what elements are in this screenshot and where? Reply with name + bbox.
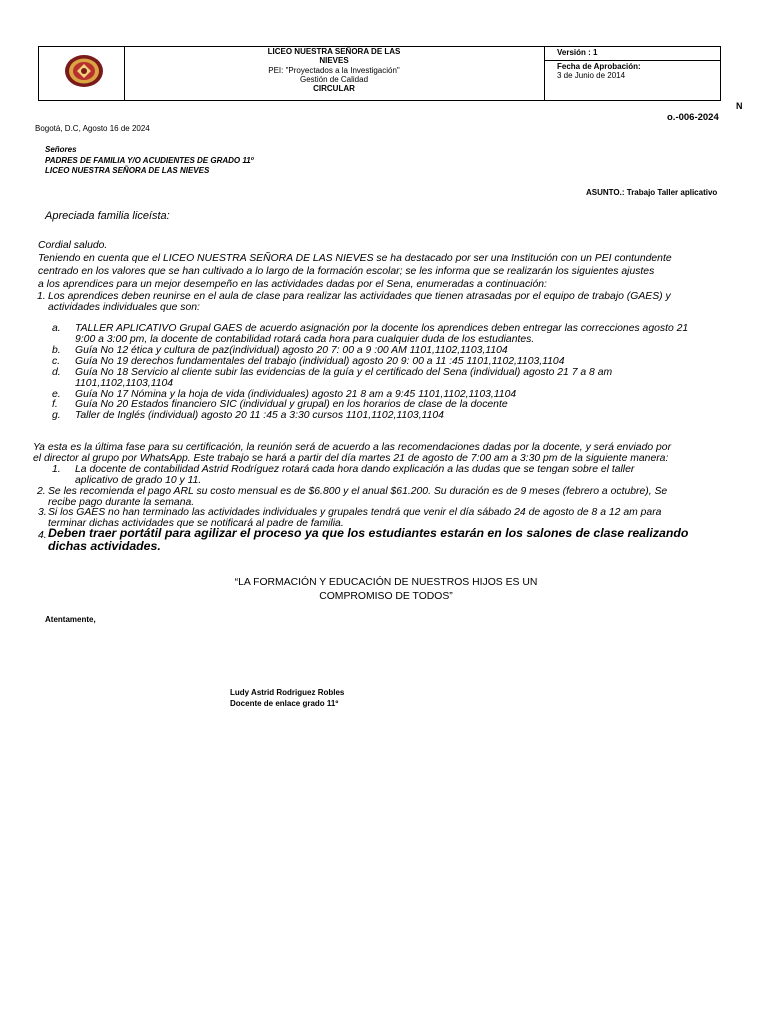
activity-item: Guía No 17 Nómina y la hoja de vida (individuales) agosto 21 8 am a 9:45 1101,1102,1103,1104 xyxy=(75,389,517,400)
circular-number: o.-006-2024 xyxy=(667,112,719,123)
subject-line: ASUNTO.: Trabajo Taller aplicativo xyxy=(586,188,718,197)
list-item-line1: La docente de contabilidad Astrid Rodríguez rotará cada hora dando explicación a las dudas que se tengan sobre el taller xyxy=(75,464,635,475)
closing: Atentamente, xyxy=(45,615,96,624)
school-logo xyxy=(64,51,104,91)
date-line: Bogotá, D.C, Agosto 16 de 2024 xyxy=(35,124,150,133)
motto xyxy=(186,576,586,604)
salutation: Apreciada familia liceísta: xyxy=(45,210,170,222)
activity-line1: Guía No 18 Servicio al cliente subir las evidencias de la guía y el certificado del Sena (individual) agosto 21 7 a 8 am xyxy=(75,367,613,378)
activity-item: Guía No 12 ética y cultura de paz(individual) agosto 20 7: 00 a 9 :00 AM 1101,1102,1103,1104 xyxy=(75,345,508,356)
final-phase-line2: el director al grupo por WhatsApp. Este trabajo se hará a partir del día martes 21 de agosto de 7:00 am a 3:30 pm de la siguiente manera: xyxy=(33,453,669,464)
activity-line2: 9:00 a 3:00 pm, la docente de contabilidad rotará cada hora para cualquier duda de los estudiantes. xyxy=(75,334,535,345)
greeting: Cordial saludo. xyxy=(38,240,108,251)
list-item xyxy=(48,291,736,313)
intro-paragraph xyxy=(38,252,738,291)
intro-line2: centrado en los valores que se han cultivado a lo largo de la formación escolar; se les informa que se realizarán los siguientes ajustes xyxy=(38,266,655,277)
activity-item: Guía No 20 Estados financiero SIC (individual y grupal) en los horarios de clase de la docente xyxy=(75,399,508,410)
activity-marker: g. xyxy=(52,410,61,421)
recipients-line1: Señores xyxy=(45,145,77,154)
recipients-line3: LICEO NUESTRA SEÑORA DE LAS NIEVES xyxy=(45,166,210,175)
quality-line: Gestión de Calidad xyxy=(299,75,369,84)
list-item-line2: terminar dichas actividades que se notificará al padre de familia. xyxy=(48,518,344,529)
motto-line2: COMPROMISO DE TODOS” xyxy=(319,591,453,602)
version-separator xyxy=(544,60,720,61)
list-item xyxy=(75,464,735,486)
list-item-marker: 1. xyxy=(37,291,46,302)
list-item-emphasis xyxy=(48,527,738,553)
school-name-line1: LICEO NUESTRA SEÑORA DE LAS xyxy=(267,47,401,56)
document-type: CIRCULAR xyxy=(313,84,355,93)
school-info-cell xyxy=(124,47,545,100)
list-item-marker: 2. xyxy=(37,486,46,497)
approval-date: 3 de Junio de 2014 xyxy=(557,71,626,80)
approval-label: Fecha de Aprobación: xyxy=(557,62,641,71)
final-phase-line1: Ya esta es la última fase para su certificación, la reunión será de acuerdo a las recomendaciones dadas por la docente, y será enviado por xyxy=(33,442,672,453)
list-item-line2: actividades individuales que son: xyxy=(48,302,200,313)
activity-marker: a. xyxy=(52,323,61,334)
signature-name: Ludy Astrid Rodriguez Robles xyxy=(230,688,345,697)
activity-marker: f. xyxy=(52,399,58,410)
version-cell xyxy=(544,47,720,100)
list-item-marker: 3. xyxy=(38,507,47,518)
list-item-line1: Deben traer portátil para agilizar el proceso ya que los estudiantes estarán en los salones de clase realizando xyxy=(48,526,689,540)
activity-line2: 1101,1102,1103,1104 xyxy=(75,378,174,389)
list-item-line1: Se les recomienda el pago ARL su costo mensual es de $6.800 y el anual $61.200. Su duración es de 9 meses (febrero a octubre), Se xyxy=(48,486,668,497)
list-item xyxy=(48,486,736,508)
activity-item xyxy=(75,323,737,345)
recipients-line2: PADRES DE FAMILIA Y/O ACUDIENTES DE GRADO 11º xyxy=(45,155,254,165)
list-item-line2: aplicativo de grado 10 y 11. xyxy=(75,475,202,486)
intro-line3: a los aprendices para un mejor desempeño en las actividades dadas por el Sena, enumeradas a continuación: xyxy=(38,279,547,290)
activity-item: Guía No 19 derechos fundamentales del trabajo (individual) agosto 20 9: 00 a 11 :45 1101,1102,1103,1104 xyxy=(75,356,565,367)
activity-marker: e. xyxy=(52,389,61,400)
final-phase-paragraph xyxy=(33,442,733,464)
activity-line1: TALLER APLICATIVO Grupal GAES de acuerdo asignación por la docente los aprendices deben entregar las correcciones agosto 21 xyxy=(75,323,689,334)
signature-block xyxy=(230,688,344,709)
activity-marker: b. xyxy=(52,345,61,356)
document-header xyxy=(38,46,721,101)
list-item-marker: 4. xyxy=(38,530,47,541)
school-name-line2: NIEVES xyxy=(319,56,349,65)
list-item-line2: dichas actividades. xyxy=(48,539,161,553)
activity-marker: d. xyxy=(52,367,61,378)
pei-line: PEI: "Proyectados a la Investigación" xyxy=(268,66,400,75)
list-item-line1: Si los GAES no han terminado las actividades individuales y grupales tendrá que venir el día sábado 24 de agosto de 8 a 12 am para xyxy=(48,507,662,518)
list-item-marker: 1. xyxy=(52,464,61,475)
activity-item: Taller de Inglés (individual) agosto 20 11 :45 a 3:30 cursos 1101,1102,1103,1104 xyxy=(75,410,444,421)
stray-mark: N xyxy=(736,101,743,111)
list-item-line1: Los aprendices deben reunirse en el aula de clase para realizar las actividades que tienen atrasadas por el equipo de trabajo (GAES) y xyxy=(48,291,671,302)
list-item-line2: recibe pago durante la semana. xyxy=(48,497,195,508)
activity-marker: c. xyxy=(52,356,61,367)
activity-item xyxy=(75,367,737,389)
recipients-block xyxy=(45,145,254,177)
version-label: Versión : 1 xyxy=(557,48,598,57)
logo-cell xyxy=(39,47,125,100)
motto-line1: “LA FORMACIÓN Y EDUCACIÓN DE NUESTROS HIJOS ES UN xyxy=(234,577,538,588)
signature-title: Docente de enlace grado 11º xyxy=(230,698,339,708)
intro-line1: Teniendo en cuenta que el LICEO NUESTRA SEÑORA DE LAS NIEVES se ha destacado por ser una Institución con un PEI contundente xyxy=(38,253,672,264)
